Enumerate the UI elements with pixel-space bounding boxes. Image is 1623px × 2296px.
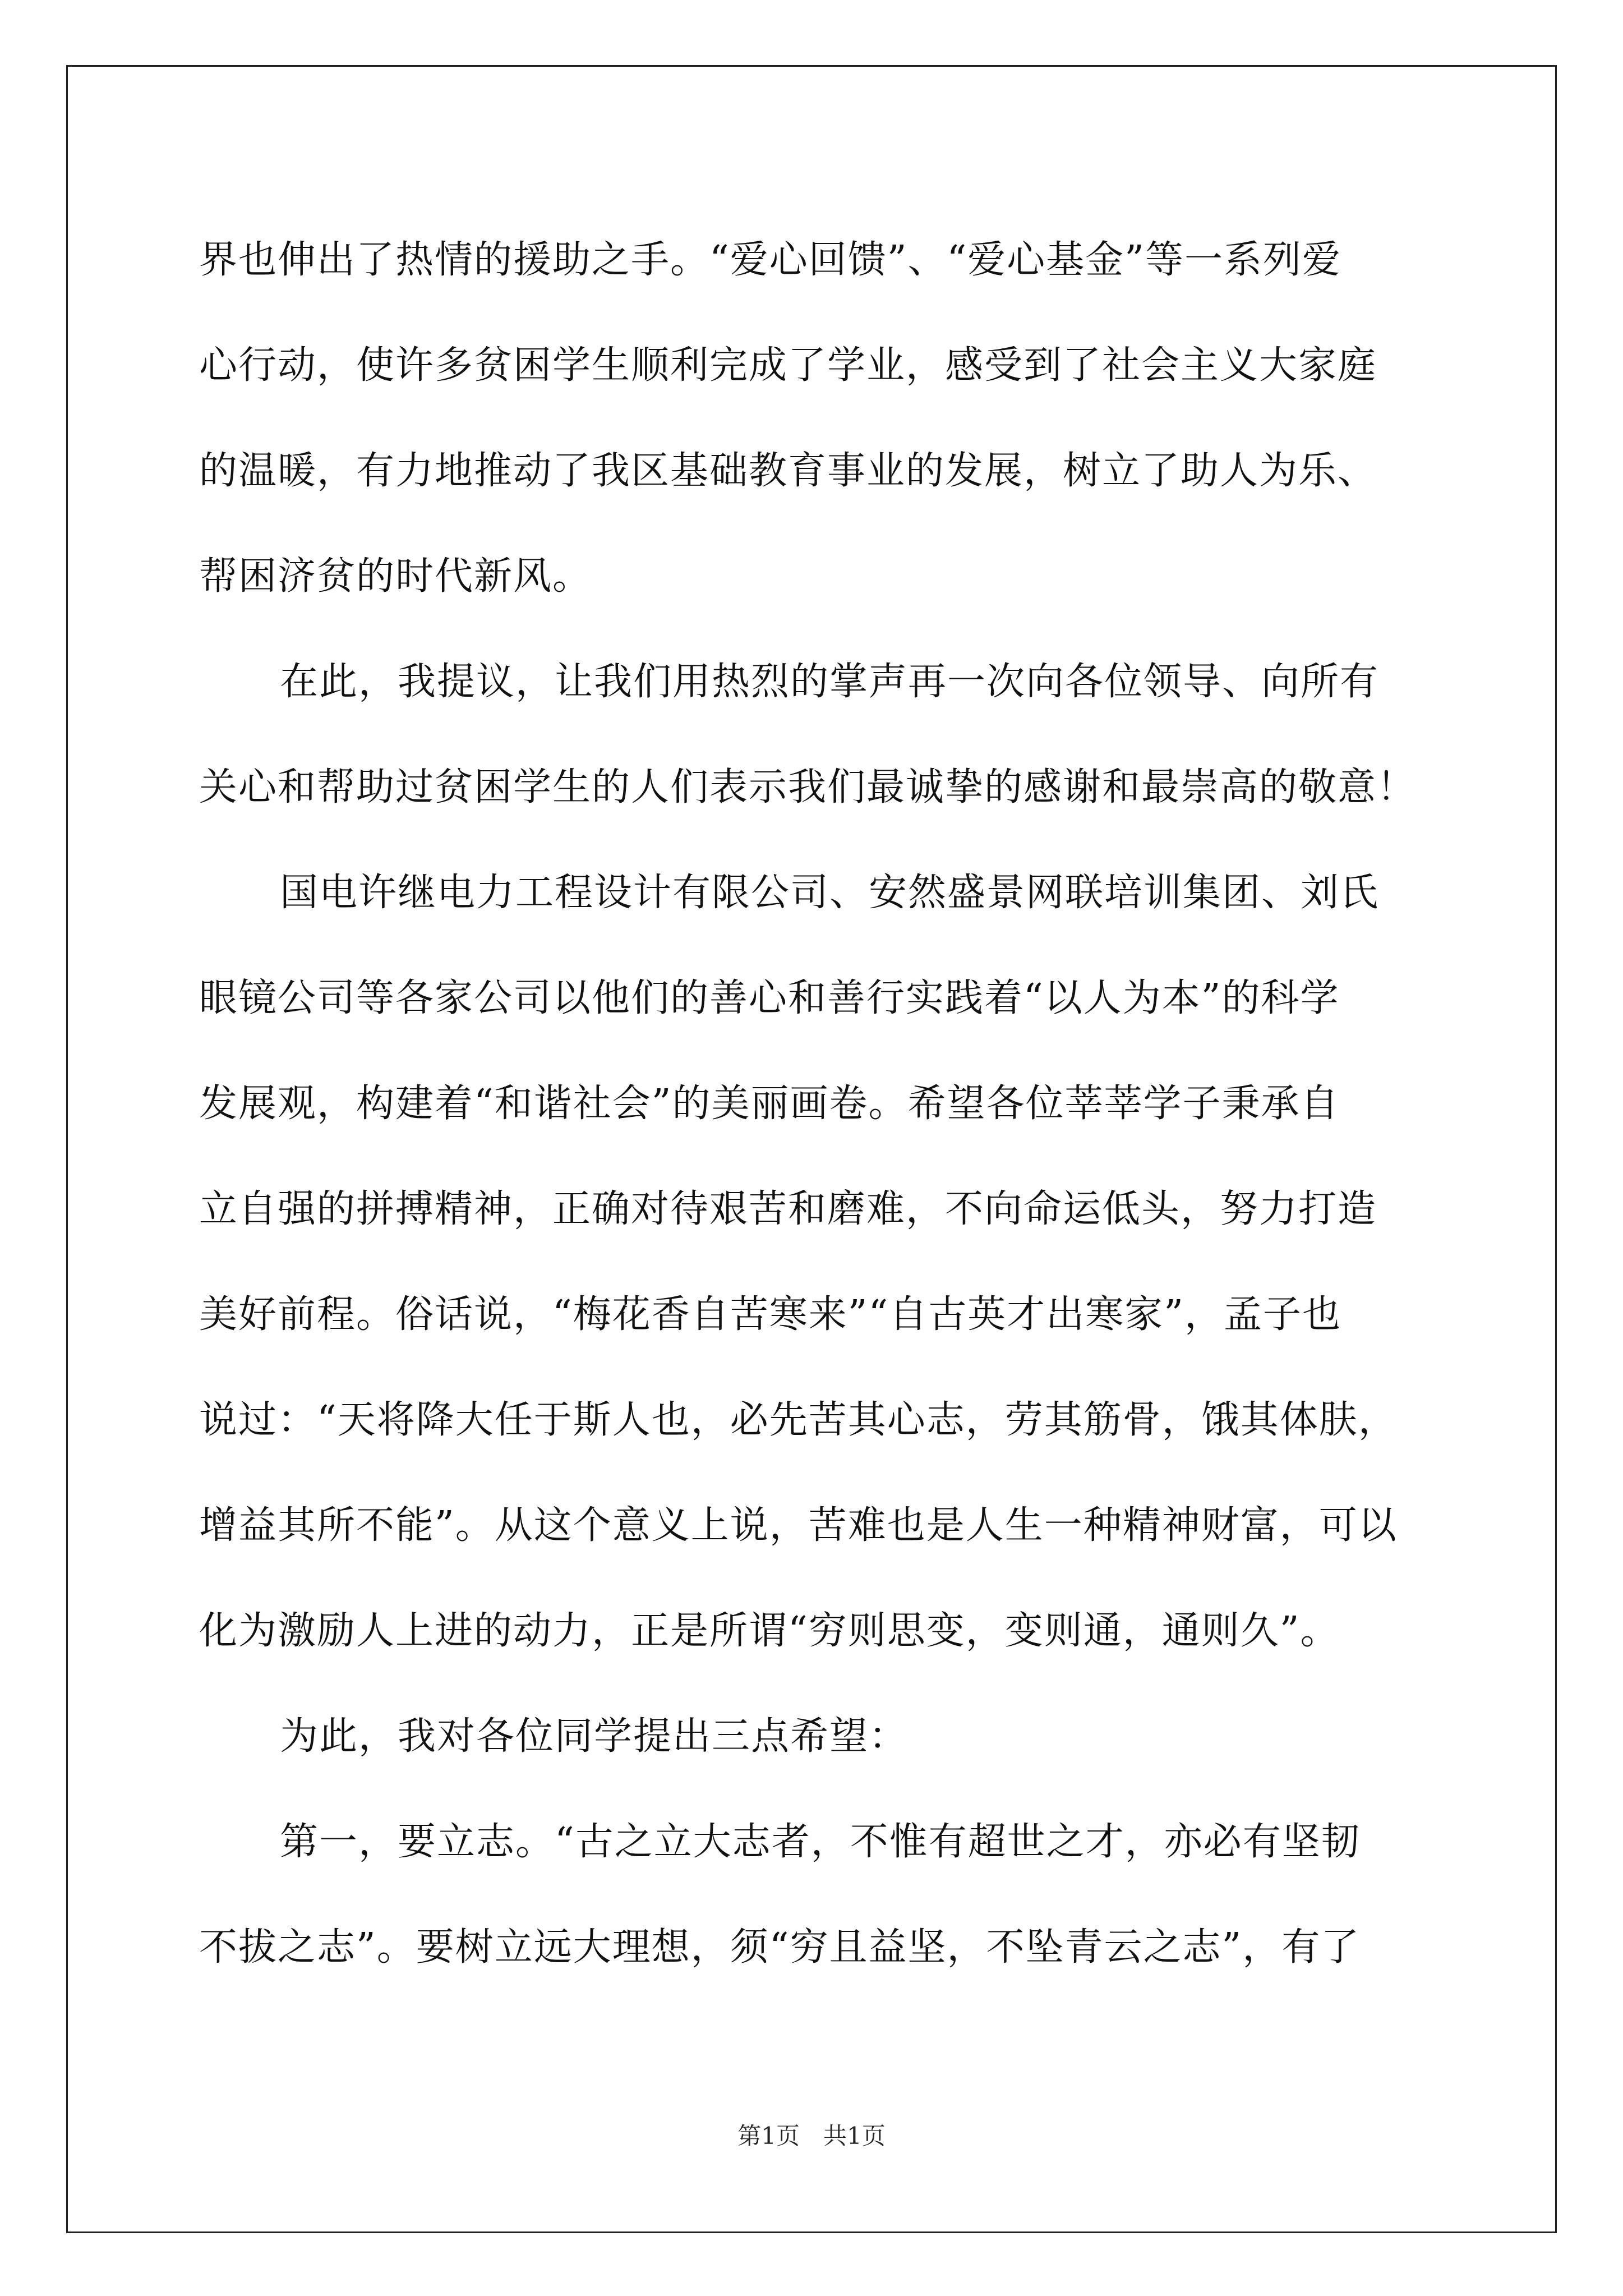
text-line-9: 发展观，构建着“和谐社会”的美丽画卷。希望各位莘莘学子秉承自 (199, 1082, 1340, 1126)
text-line-15: 为此，我对各位同学提出三点希望： (280, 1714, 909, 1759)
page-footer (0, 2119, 1623, 2153)
text-line-4: 帮困济贫的时代新风。 (199, 554, 592, 599)
text-line-13: 增益其所不能”。从这个意义上说，苦难也是人生一种精神财富，可以 (199, 1503, 1398, 1548)
text-line-11: 美好前程。俗话说，“梅花香自苦寒来”“自古英才出寒家”，孟子也 (199, 1292, 1342, 1337)
text-line-10: 立自强的拼搏精神，正确对待艰苦和磨难，不向命运低头，努力打造 (199, 1187, 1377, 1231)
text-line-12: 说过：“天将降大任于斯人也，必先苦其心志，劳其筋骨，饿其体肤， (199, 1398, 1398, 1442)
text-line-6: 关心和帮助过贫困学生的人们表示我们最诚挚的感谢和最崇高的敬意！ (199, 765, 1417, 809)
text-line-5: 在此，我提议，让我们用热烈的掌声再一次向各位领导、向所有 (280, 660, 1380, 704)
text-line-17: 不拔之志”。要树立远大理想，须“穷且益坚，不坠青云之志”，有了 (199, 1925, 1361, 1970)
text-line-3: 的温暖，有力地推动了我区基础教育事业的发展，树立了助人为乐、 (199, 449, 1377, 493)
document-body (199, 208, 1424, 2000)
text-line-2: 心行动，使许多贫困学生顺利完成了学业，感受到了社会主义大家庭 (199, 343, 1377, 388)
text-line-8: 眼镜公司等各家公司以他们的善心和善行实践着“以人为本”的科学 (199, 976, 1340, 1020)
text-line-7: 国电许继电力工程设计有限公司、安然盛景网联培训集团、刘氏 (280, 871, 1380, 915)
text-line-14: 化为激励人上进的动力，正是所谓“穷则思变，变则通，通则久”。 (199, 1609, 1340, 1653)
text-line-16: 第一，要立志。“古之立大志者，不惟有超世之才，亦必有坚韧 (280, 1820, 1361, 1864)
page-number-label: 第1页 共1页 (737, 2122, 886, 2150)
text-line-1: 界也伸出了热情的援助之手。“爱心回馈”、“爱心基金”等一系列爱 (199, 238, 1342, 282)
